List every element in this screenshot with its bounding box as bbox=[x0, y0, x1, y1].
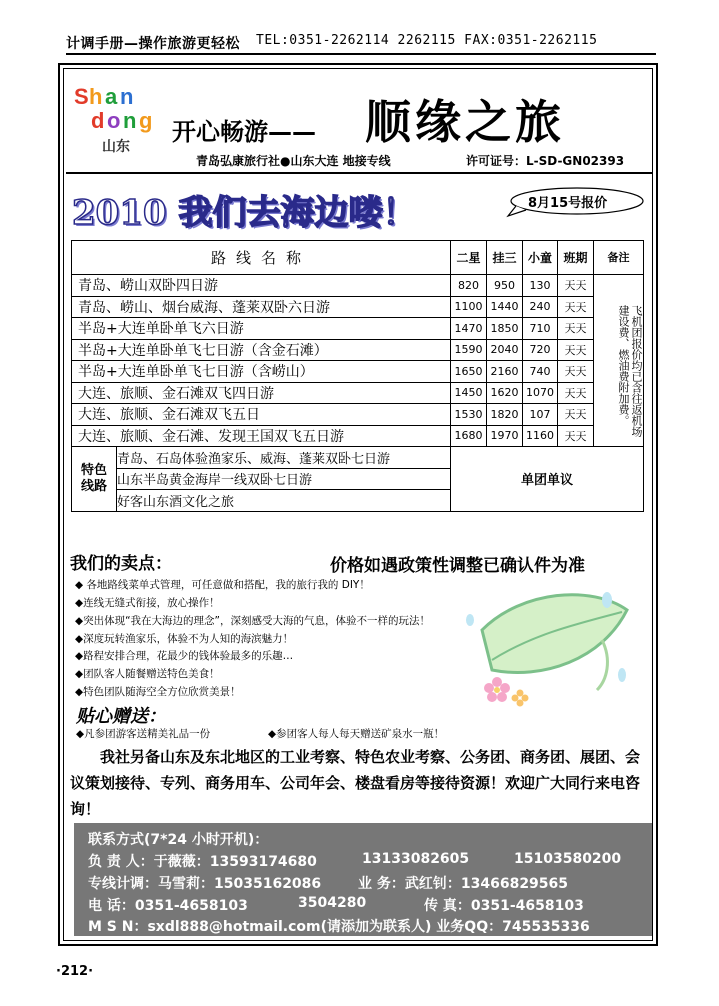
price-three-star: 1440 bbox=[487, 296, 523, 318]
header-tagline: 计调手册—操作旅游更轻松 bbox=[66, 36, 240, 52]
contact-phone: 电 话：0351-4658103 bbox=[88, 898, 248, 914]
shandong-logo bbox=[74, 84, 169, 160]
top-header bbox=[66, 33, 656, 55]
header-three-star: 挂三 bbox=[487, 241, 523, 275]
price-two-star: 1100 bbox=[451, 296, 487, 318]
price-child: 710 bbox=[523, 318, 558, 340]
resources-paragraph: 我社另备山东及东北地区的工业考察、特色农业考察、公务团、商务团、展团、会议策划接待、专列、商务用车、公司年会、楼盘看房等接待资源！欢迎广大同行来电咨询！ bbox=[70, 748, 641, 818]
special-label-text: 特色线路 bbox=[80, 462, 107, 494]
selling-point: ◆突出体现“我在大海边的理念”，深刻感受大海的气息，体验不一样的玩法！ bbox=[75, 615, 430, 627]
price-three-star: 2040 bbox=[487, 339, 523, 361]
table-row bbox=[72, 361, 644, 383]
logo-letter: n bbox=[123, 108, 137, 133]
price-three-star: 950 bbox=[487, 275, 523, 297]
contact-fax: 传 真：0351-4658103 bbox=[424, 898, 584, 914]
header-two-star: 二星 bbox=[451, 241, 487, 275]
route-name: 大连、旅顺、金石滩双飞四日游 bbox=[72, 382, 451, 404]
schedule: 天天 bbox=[558, 404, 594, 426]
contact-phone2: 3504280 bbox=[298, 895, 367, 911]
special-quote: 单团单议 bbox=[451, 447, 644, 512]
contact-title: 联系方式(7*24 小时开机)： bbox=[88, 832, 269, 848]
table-header-row bbox=[72, 241, 644, 275]
route-name: 半岛+大连单卧单飞六日游 bbox=[72, 318, 451, 340]
logo-letter: a bbox=[105, 84, 118, 109]
logo-letter: h bbox=[89, 84, 103, 109]
price-three-star: 1850 bbox=[487, 318, 523, 340]
header-route-name: 路线名称 bbox=[72, 241, 451, 275]
selling-point: ◆路程安排合理，花最少的钱体验最多的乐趣… bbox=[75, 650, 294, 662]
logo-letter: S bbox=[74, 84, 89, 109]
price-two-star: 1680 bbox=[451, 425, 487, 447]
route-name: 青岛、崂山、烟台威海、蓬莱双卧六日游 bbox=[72, 296, 451, 318]
table-row bbox=[72, 275, 644, 297]
routes-table bbox=[71, 240, 644, 512]
schedule: 天天 bbox=[558, 339, 594, 361]
special-route: 山东半岛黄金海岸一线双卧七日游 bbox=[117, 468, 451, 490]
table-row bbox=[72, 339, 644, 361]
price-two-star: 1450 bbox=[451, 382, 487, 404]
page-number: ·212· bbox=[56, 964, 94, 979]
price-child: 130 bbox=[523, 275, 558, 297]
selling-point: ◆团队客人随餐赠送特色美食！ bbox=[75, 668, 220, 680]
logo-letter: d bbox=[91, 108, 105, 133]
price-three-star: 2160 bbox=[487, 361, 523, 383]
price-child: 740 bbox=[523, 361, 558, 383]
header-notes: 备注 bbox=[594, 241, 644, 275]
table-row bbox=[72, 296, 644, 318]
logo-letter: n bbox=[120, 84, 134, 109]
header-phones: TEL:0351-2262114 2262115 FAX:0351-2262115 bbox=[256, 33, 598, 48]
agency-name: 青岛弘康旅行社●山东大连 地接专线 bbox=[196, 154, 391, 168]
price-three-star: 1820 bbox=[487, 404, 523, 426]
price-two-star: 1470 bbox=[451, 318, 487, 340]
price-two-star: 820 bbox=[451, 275, 487, 297]
schedule: 天天 bbox=[558, 425, 594, 447]
brand-title: 顺缘之旅 bbox=[365, 95, 565, 149]
route-name: 大连、旅顺、金石滩、发现王国双飞五日游 bbox=[72, 425, 451, 447]
contact-planner: 专线计调：马雪莉：15035162086 bbox=[88, 876, 322, 892]
logo-chinese: 山东 bbox=[102, 139, 130, 155]
quote-date: 8月15号报价 bbox=[528, 196, 608, 211]
contact-manager-phone2: 13133082605 bbox=[362, 851, 470, 867]
schedule: 天天 bbox=[558, 382, 594, 404]
table-row bbox=[72, 382, 644, 404]
route-name: 大连、旅顺、金石滩双飞五日 bbox=[72, 404, 451, 426]
license-number: 许可证号：L-SD-GN02393 bbox=[466, 154, 625, 168]
selling-point: ◆ 各地路线菜单式管理，可任意做和搭配，我的旅行我的 DIY！ bbox=[75, 579, 370, 591]
price-three-star: 1970 bbox=[487, 425, 523, 447]
logo-letter: o bbox=[107, 108, 121, 133]
header-child: 小童 bbox=[523, 241, 558, 275]
table-row bbox=[72, 425, 644, 447]
selling-point: ◆特色团队随海空全方位欣赏美景！ bbox=[75, 686, 241, 698]
header-schedule: 班期 bbox=[558, 241, 594, 275]
gift-item: ◆参团客人每人每天赠送矿泉水一瓶！ bbox=[268, 728, 445, 740]
table-note: 飞机团报价均已含往返机场建设费、燃油费附加费。 bbox=[594, 275, 644, 447]
schedule: 天天 bbox=[558, 361, 594, 383]
price-two-star: 1650 bbox=[451, 361, 487, 383]
schedule: 天天 bbox=[558, 296, 594, 318]
price-child: 240 bbox=[523, 296, 558, 318]
price-child: 720 bbox=[523, 339, 558, 361]
selling-title: 我们的卖点： bbox=[70, 554, 172, 574]
price-two-star: 1530 bbox=[451, 404, 487, 426]
special-label bbox=[72, 447, 117, 512]
logo-letter: g bbox=[139, 108, 153, 133]
price-child: 1070 bbox=[523, 382, 558, 404]
price-three-star: 1620 bbox=[487, 382, 523, 404]
gift-item: ◆凡参团游客送精美礼品一份 bbox=[76, 728, 211, 740]
contact-manager: 负 责 人：于薇薇：13593174680 bbox=[88, 854, 317, 870]
divider bbox=[66, 172, 652, 174]
special-route: 好客山东酒文化之旅 bbox=[117, 490, 451, 512]
price-child: 107 bbox=[523, 404, 558, 426]
route-name: 半岛+大连单卧单飞七日游（含金石滩） bbox=[72, 339, 451, 361]
gift-title: 贴心赠送： bbox=[76, 706, 166, 727]
special-row bbox=[72, 447, 644, 469]
slogan: 开心畅游—— bbox=[172, 118, 316, 146]
contact-box bbox=[74, 823, 652, 936]
route-name: 半岛+大连单卧单飞七日游（含崂山） bbox=[72, 361, 451, 383]
schedule: 天天 bbox=[558, 275, 594, 297]
table-row bbox=[72, 318, 644, 340]
schedule: 天天 bbox=[558, 318, 594, 340]
special-route: 青岛、石岛体验渔家乐、威海、蓬莱双卧七日游 bbox=[117, 447, 451, 469]
contact-manager-phone3: 15103580200 bbox=[514, 851, 622, 867]
leaf-illustration bbox=[462, 580, 642, 720]
contact-business: 业 务：武红钊：13466829565 bbox=[358, 876, 569, 892]
price-two-star: 1590 bbox=[451, 339, 487, 361]
selling-point: ◆深度玩转渔家乐，体验不为人知的海滨魅力！ bbox=[75, 633, 294, 645]
selling-point: ◆连线无缝式衔接，放心操作！ bbox=[75, 597, 220, 609]
price-child: 1160 bbox=[523, 425, 558, 447]
table-row bbox=[72, 404, 644, 426]
route-name: 青岛、崂山双卧四日游 bbox=[72, 275, 451, 297]
headline: 2010 我们去海边喽！ bbox=[72, 193, 417, 233]
contact-msn-qq: M S N：sxdl888@hotmail.com(请添加为联系人) 业务QQ：745535336 bbox=[88, 919, 590, 935]
policy-note: 价格如遇政策性调整已确认件为准 bbox=[330, 556, 585, 576]
